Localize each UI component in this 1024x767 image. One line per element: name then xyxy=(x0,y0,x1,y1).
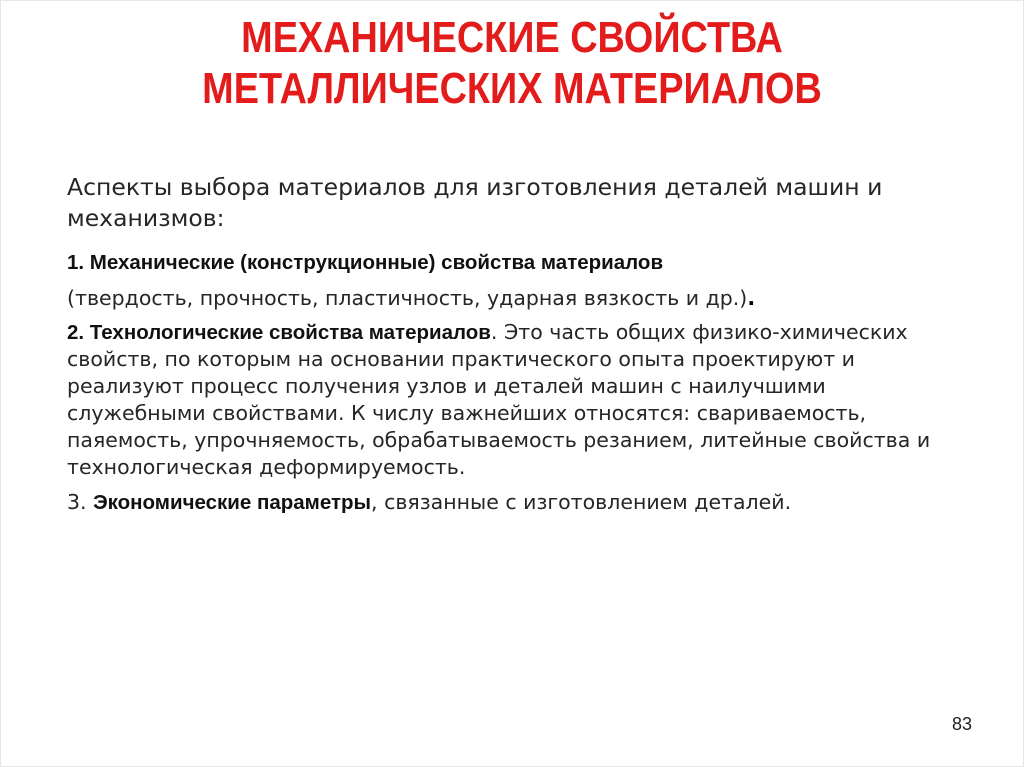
item-1-heading-text: 1. Механические (конструкционные) свойства материалов xyxy=(67,251,664,274)
slide-title-line-1: МЕХАНИЧЕСКИЕ СВОЙСТВА xyxy=(241,13,783,62)
item-2 xyxy=(67,319,967,481)
item-3-text: , связанные с изготовлением деталей. xyxy=(371,490,792,514)
item-1-details-text: (твердость, прочность, пластичность, ударная вязкость и др.) xyxy=(67,286,748,310)
item-3-number: 3. xyxy=(67,490,94,514)
item-1-details xyxy=(67,284,967,312)
item-1-heading xyxy=(67,248,967,277)
page-number: 83 xyxy=(951,714,972,734)
item-2-heading: 2. Технологические свойства материалов xyxy=(67,321,491,344)
slide-title-line-2: МЕТАЛЛИЧЕСКИХ МАТЕРИАЛОВ xyxy=(202,64,822,113)
intro-text: Аспекты выбора материалов для изготовления деталей машин и механизмов: xyxy=(67,173,883,232)
item-1-details-end: . xyxy=(747,286,756,310)
item-3 xyxy=(67,488,967,517)
item-3-heading: Экономические параметры xyxy=(93,491,372,514)
item-2-text: . Это часть общих физико-химических свойств, по которым на основании практического опыта проектируют и реализуют процесс получения узлов и деталей машин с наилучшими служебными свойствами. К числу важнейших относятся: свариваемость, паяемость, упрочняемость, обрабатываемость резанием, литейные свойства и технологическая деформируемость. xyxy=(67,320,931,479)
slide-title xyxy=(72,12,953,114)
slide-body xyxy=(67,172,967,524)
